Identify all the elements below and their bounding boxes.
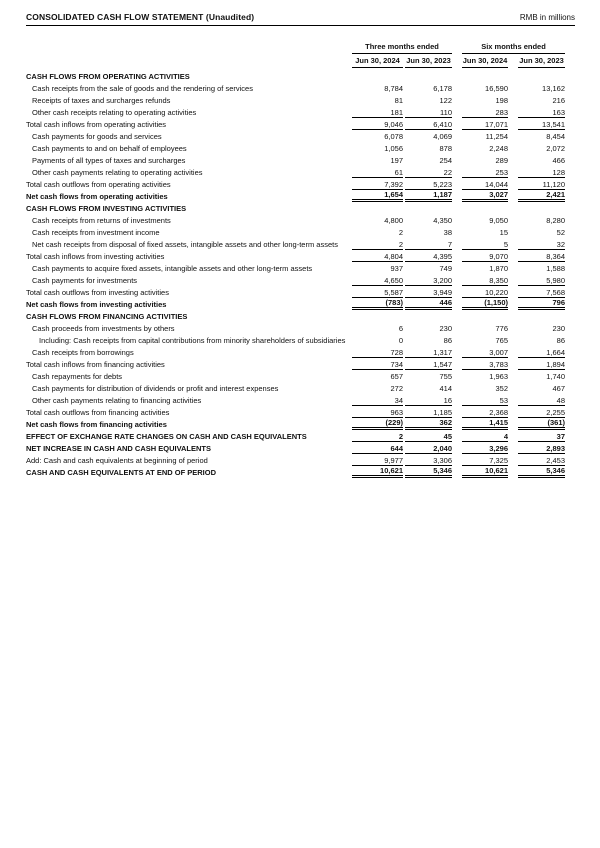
value-cell: 9,070 (462, 252, 508, 262)
date-header-row (26, 56, 565, 68)
value-cell: 2,072 (546, 144, 565, 153)
row-label: NET INCREASE IN CASH AND CASH EQUIVALENTS (26, 444, 212, 453)
value-cell: 16,590 (485, 84, 508, 93)
currency-unit-label: RMB in millions (519, 13, 575, 22)
value-cell: 11,120 (518, 180, 565, 190)
table-row (26, 274, 565, 286)
value-cell: 2 (352, 240, 403, 250)
row-label: Other cash payments relating to operating activities (32, 168, 203, 177)
value-cell: 5,223 (405, 180, 452, 190)
column-header-q-2024: Jun 30, 2024 (352, 56, 403, 68)
row-label: Total cash inflows from financing activities (26, 360, 165, 369)
table-row (26, 118, 565, 130)
value-cell: 1,588 (546, 264, 565, 273)
value-cell: 352 (495, 384, 508, 393)
value-cell: 1,740 (546, 372, 565, 381)
value-cell: 7,568 (518, 288, 565, 298)
table-row (26, 406, 565, 418)
row-label: Net cash flows from operating activities (26, 192, 168, 201)
value-cell: 734 (352, 360, 403, 370)
row-label: CASH FLOWS FROM OPERATING ACTIVITIES (26, 72, 190, 81)
table-row (26, 358, 565, 370)
document-header (26, 12, 575, 26)
value-cell: 13,162 (542, 84, 565, 93)
value-cell: 2 (398, 228, 403, 237)
value-cell: 4,069 (433, 132, 452, 141)
value-cell: 3,296 (462, 444, 508, 454)
table-row (26, 382, 565, 394)
table-row (26, 82, 565, 94)
table-row (26, 346, 565, 358)
table-row (26, 394, 565, 406)
value-cell: 796 (518, 298, 565, 310)
header-spacer (26, 42, 352, 54)
column-group-six-months: Six months ended (462, 42, 565, 54)
value-cell: 4,395 (405, 252, 452, 262)
row-label: Cash payments for goods and services (32, 132, 162, 141)
table-row (26, 226, 565, 238)
row-label: Cash repayments for debts (32, 372, 123, 381)
value-cell: 230 (439, 324, 452, 333)
table-row (26, 202, 565, 214)
row-label: Cash receipts from the sale of goods and the rendering of services (32, 84, 253, 93)
value-cell: 4 (462, 432, 508, 442)
value-cell: 7 (405, 240, 452, 250)
row-label: Total cash outflows from financing activities (26, 408, 170, 417)
value-cell: 765 (495, 336, 508, 345)
column-header-h-2024: Jun 30, 2024 (462, 56, 508, 68)
value-cell: 272 (390, 384, 403, 393)
value-cell: 4,650 (352, 276, 403, 286)
value-cell: 86 (556, 336, 565, 345)
row-label: Receipts of taxes and surcharges refunds (32, 96, 171, 105)
table-row (26, 178, 565, 190)
row-label: Total cash outflows from investing activities (26, 288, 169, 297)
value-cell: 32 (518, 240, 565, 250)
row-label: Total cash inflows from operating activities (26, 120, 167, 129)
row-label: CASH FLOWS FROM FINANCING ACTIVITIES (26, 312, 188, 321)
row-label: Other cash payments relating to financing activities (32, 396, 202, 405)
row-label: Total cash outflows from operating activities (26, 180, 171, 189)
row-label: Cash proceeds from investments by others (32, 324, 175, 333)
value-cell: 110 (405, 108, 452, 118)
column-header-q-2023: Jun 30, 2023 (405, 56, 452, 68)
value-cell: (1,150) (462, 298, 508, 310)
value-cell: 254 (439, 156, 452, 165)
row-label: Cash receipts from returns of investments (32, 216, 171, 225)
table-row (26, 262, 565, 274)
value-cell: 10,220 (462, 288, 508, 298)
value-cell: 1,547 (405, 360, 452, 370)
value-cell: 5,980 (518, 276, 565, 286)
table-row (26, 310, 565, 322)
value-cell: (229) (352, 418, 403, 430)
column-header-h-2023: Jun 30, 2023 (518, 56, 565, 68)
value-cell: 2,368 (462, 408, 508, 418)
value-cell: 2,453 (518, 456, 565, 466)
value-cell: 8,454 (546, 132, 565, 141)
value-cell: 22 (405, 168, 452, 178)
value-cell: 728 (352, 348, 403, 358)
value-cell: 15 (499, 228, 508, 237)
value-cell: 6,178 (433, 84, 452, 93)
value-cell: 8,280 (546, 216, 565, 225)
table-row (26, 298, 565, 310)
table-row (26, 370, 565, 382)
value-cell: 128 (518, 168, 565, 178)
value-cell: (361) (518, 418, 565, 430)
value-cell: 52 (556, 228, 565, 237)
value-cell: 81 (394, 96, 403, 105)
value-cell: 1,415 (462, 418, 508, 430)
value-cell: 657 (390, 372, 403, 381)
row-label: Cash payments for distribution of dividends or profit and interest expenses (32, 384, 279, 393)
table-row (26, 430, 565, 442)
value-cell: 38 (443, 228, 452, 237)
value-cell: 3,306 (405, 456, 452, 466)
value-cell: 4,350 (433, 216, 452, 225)
row-label: Total cash inflows from investing activities (26, 252, 165, 261)
value-cell: 14,044 (462, 180, 508, 190)
table-row (26, 418, 565, 430)
value-cell: 122 (439, 96, 452, 105)
value-cell: 937 (390, 264, 403, 273)
value-cell: 1,664 (518, 348, 565, 358)
value-cell: 7,392 (352, 180, 403, 190)
table-row (26, 190, 565, 202)
value-cell: 45 (405, 432, 452, 442)
row-label: Cash receipts from borrowings (32, 348, 134, 357)
value-cell: 1,894 (518, 360, 565, 370)
value-cell: 776 (495, 324, 508, 333)
row-label: CASH FLOWS FROM INVESTING ACTIVITIES (26, 204, 187, 213)
value-cell: 17,071 (462, 120, 508, 130)
value-cell: 163 (518, 108, 565, 118)
value-cell: 3,949 (405, 288, 452, 298)
value-cell: 5,587 (352, 288, 403, 298)
period-group-header-row (26, 42, 565, 54)
value-cell: 2,040 (405, 444, 452, 454)
table-row (26, 322, 565, 334)
value-cell: 13,541 (518, 120, 565, 130)
value-cell: 6,078 (384, 132, 403, 141)
value-cell: 10,621 (352, 466, 403, 478)
value-cell: 0 (398, 336, 403, 345)
value-cell: 9,977 (352, 456, 403, 466)
row-label: Cash payments to and on behalf of employees (32, 144, 187, 153)
value-cell: 10,621 (462, 466, 508, 478)
row-label: Other cash receipts relating to operating activities (32, 108, 197, 117)
table-row (26, 106, 565, 118)
row-label: Including: Cash receipts from capital contributions from minority shareholders of subsidiaries (39, 336, 346, 345)
value-cell: 414 (439, 384, 452, 393)
value-cell: 1,187 (405, 190, 452, 202)
value-cell: 253 (462, 168, 508, 178)
row-label: Payments of all types of taxes and surcharges (32, 156, 186, 165)
row-label: Cash receipts from investment income (32, 228, 160, 237)
value-cell: 37 (518, 432, 565, 442)
table-row (26, 238, 565, 250)
value-cell: 1,654 (352, 190, 403, 202)
value-cell: 216 (552, 96, 565, 105)
value-cell: 446 (405, 298, 452, 310)
value-cell: 3,783 (462, 360, 508, 370)
value-cell: 283 (462, 108, 508, 118)
value-cell: 1,056 (384, 144, 403, 153)
value-cell: 7,325 (462, 456, 508, 466)
value-cell: 5 (462, 240, 508, 250)
value-cell: 9,046 (352, 120, 403, 130)
table-row (26, 142, 565, 154)
value-cell: 4,800 (384, 216, 403, 225)
table-row (26, 166, 565, 178)
table-body (26, 70, 565, 478)
row-label: EFFECT OF EXCHANGE RATE CHANGES ON CASH AND CASH EQUIVALENTS (26, 432, 307, 441)
value-cell: 6,410 (405, 120, 452, 130)
value-cell: 9,050 (489, 216, 508, 225)
value-cell: 4,804 (352, 252, 403, 262)
value-cell: 644 (352, 444, 403, 454)
value-cell: 16 (405, 396, 452, 406)
value-cell: 181 (352, 108, 403, 118)
value-cell: 34 (352, 396, 403, 406)
value-cell: 8,350 (462, 276, 508, 286)
row-label: Net cash receipts from disposal of fixed assets, intangible assets and other long-term assets (32, 240, 338, 249)
value-cell: 8,364 (518, 252, 565, 262)
cash-flow-table (26, 42, 565, 478)
header-spacer (26, 56, 352, 68)
row-label: Net cash flows from investing activities (26, 300, 167, 309)
value-cell: 2,893 (518, 444, 565, 454)
value-cell: 963 (352, 408, 403, 418)
table-row (26, 466, 565, 478)
value-cell: 1,963 (489, 372, 508, 381)
value-cell: 6 (398, 324, 403, 333)
row-label: Cash payments for investments (32, 276, 138, 285)
value-cell: 5,346 (405, 466, 452, 478)
value-cell: 230 (552, 324, 565, 333)
column-group-three-months: Three months ended (352, 42, 452, 54)
value-cell: 2,248 (489, 144, 508, 153)
value-cell: 8,784 (384, 84, 403, 93)
row-label: Add: Cash and cash equivalents at beginning of period (26, 456, 208, 465)
value-cell: 467 (552, 384, 565, 393)
value-cell: 5,346 (518, 466, 565, 478)
value-cell: 53 (462, 396, 508, 406)
value-cell: 3,027 (462, 190, 508, 202)
value-cell: 749 (439, 264, 452, 273)
value-cell: 466 (552, 156, 565, 165)
value-cell: 2 (352, 432, 403, 442)
value-cell: 878 (439, 144, 452, 153)
value-cell: 362 (405, 418, 452, 430)
table-row (26, 154, 565, 166)
value-cell: 1,185 (405, 408, 452, 418)
value-cell: 61 (352, 168, 403, 178)
value-cell: 48 (518, 396, 565, 406)
value-cell: 2,255 (518, 408, 565, 418)
page-title: CONSOLIDATED CASH FLOW STATEMENT (Unaudited) (26, 12, 255, 22)
value-cell: 11,254 (485, 132, 508, 141)
value-cell: 197 (390, 156, 403, 165)
table-row (26, 130, 565, 142)
row-label: CASH AND CASH EQUIVALENTS AT END OF PERIOD (26, 468, 217, 477)
table-row (26, 442, 565, 454)
value-cell: 86 (443, 336, 452, 345)
table-row (26, 286, 565, 298)
value-cell: 198 (495, 96, 508, 105)
value-cell: 289 (495, 156, 508, 165)
table-row (26, 214, 565, 226)
row-label: Net cash flows from financing activities (26, 420, 167, 429)
value-cell: 2,421 (518, 190, 565, 202)
table-row (26, 94, 565, 106)
value-cell: 1,870 (489, 264, 508, 273)
value-cell: (783) (352, 298, 403, 310)
table-row (26, 70, 565, 82)
table-row (26, 454, 565, 466)
value-cell: 1,317 (405, 348, 452, 358)
value-cell: 3,007 (462, 348, 508, 358)
row-label: Cash payments to acquire fixed assets, intangible assets and other long-term assets (32, 264, 313, 273)
value-cell: 3,200 (405, 276, 452, 286)
table-row (26, 250, 565, 262)
table-row (26, 334, 565, 346)
value-cell: 755 (439, 372, 452, 381)
